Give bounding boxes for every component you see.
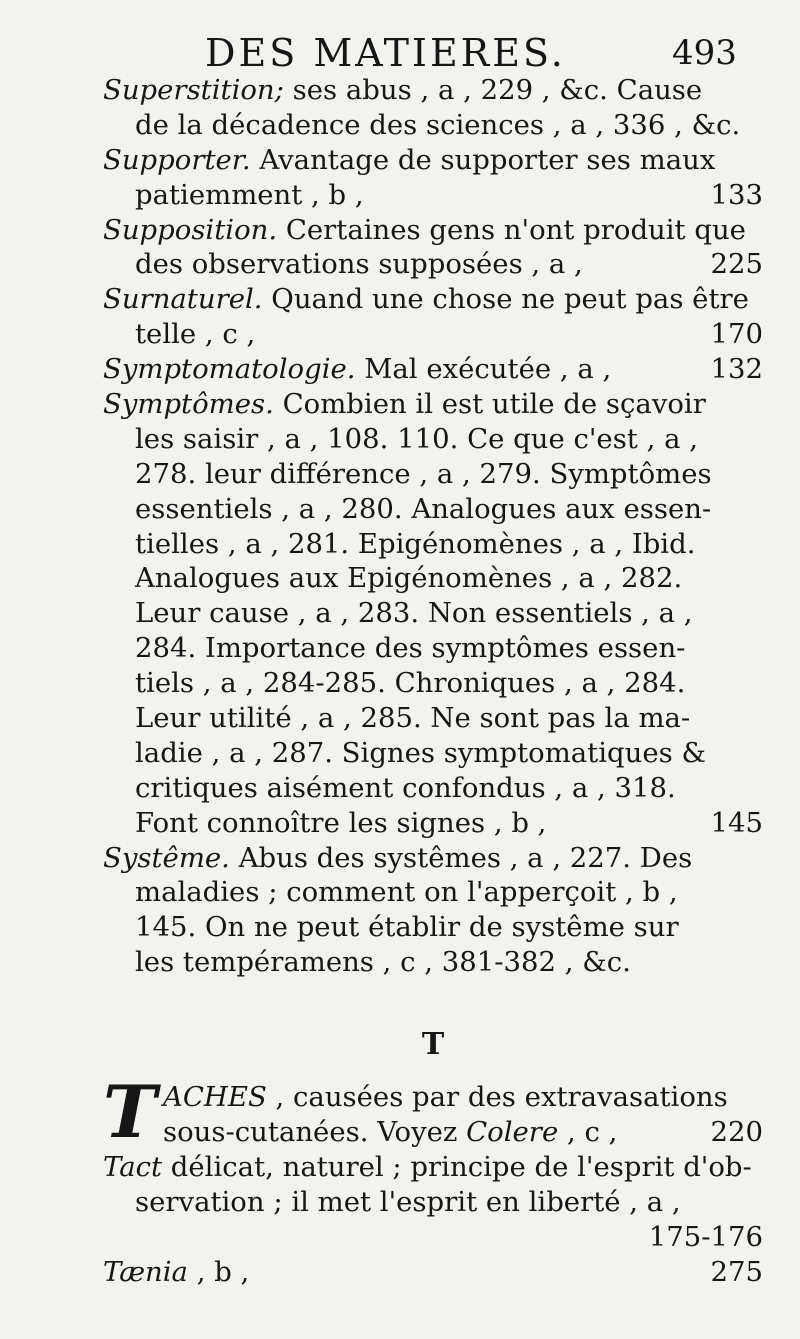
section-letter: T <box>421 1027 445 1063</box>
page-reference: 220 <box>710 1116 763 1149</box>
entry-headword: Tænia <box>103 1255 188 1288</box>
entry-text: Certaines gens n'ont produit que <box>277 213 746 246</box>
entry-headword: Symptomatologie. <box>103 353 356 386</box>
index-entry <box>103 387 763 841</box>
entry-text: 278. leur différence , a , 279. Symptômes <box>135 457 712 490</box>
entry-line <box>103 875 763 910</box>
entry-headword: ACHES <box>163 1081 267 1114</box>
entry-text: , c , <box>558 1116 618 1149</box>
entry-line <box>103 736 763 771</box>
entry-text: Analogues aux Epigénomènes , a , 282. <box>135 562 683 595</box>
entry-line <box>103 178 763 213</box>
entry-text: sous-cutanées. Voyez <box>163 1116 467 1149</box>
entry-text: 145. On ne peut établir de systême sur <box>135 911 679 944</box>
entry-text: critiques aisément confondus , a , 318. <box>135 771 676 804</box>
entry-line <box>103 596 763 631</box>
index-entry-tact <box>103 1150 763 1255</box>
index-entry-taches <box>103 1069 763 1155</box>
entry-line <box>103 492 763 527</box>
index-entry <box>103 841 763 981</box>
entry-text: Mal exécutée , a , <box>355 353 612 386</box>
page-reference: 175-176 <box>648 1220 763 1253</box>
entry-line <box>103 631 763 666</box>
page-reference: 275 <box>710 1255 763 1288</box>
entry-line <box>103 457 763 492</box>
entry-text: 284. Importance des symptômes essen- <box>135 632 686 665</box>
running-title: DES MATIERES. <box>205 31 566 75</box>
entry-line <box>103 806 763 841</box>
page-number: 493 <box>672 33 737 73</box>
drop-cap: T <box>103 1069 157 1155</box>
entry-line <box>103 1185 763 1220</box>
entry-line <box>103 561 763 596</box>
entry-line <box>103 143 763 178</box>
entry-line <box>103 387 763 422</box>
entry-text: servation ; il met l'esprit en liberté , a , <box>135 1185 681 1218</box>
entry-text: Combien il est utile de sçavoir <box>273 388 706 421</box>
index-entry <box>103 143 763 213</box>
page-reference: 145 <box>710 806 763 839</box>
entry-text: Leur utilité , a , 285. Ne sont pas la ma- <box>135 702 691 735</box>
entry-text: Leur cause , a , 283. Non essentiels , a , <box>135 597 693 630</box>
entry-text: tiels , a , 284-285. Chroniques , a , 284. <box>135 667 686 700</box>
entry-line <box>103 841 763 876</box>
entry-headword: Supporter. <box>103 143 251 176</box>
entry-line <box>103 1115 763 1150</box>
entry-text: tielles , a , 281. Epigénomènes , a , Ibid. <box>135 527 696 560</box>
entry-line <box>103 701 763 736</box>
entry-text: Avantage de supporter ses maux <box>250 143 716 176</box>
entry-text: de la décadence des sciences , a , 336 , &c. <box>135 108 741 141</box>
entry-line <box>103 1220 763 1255</box>
entry-text: patiemment , b , <box>135 178 364 211</box>
entry-line <box>103 945 763 980</box>
entry-text: telle , c , <box>135 318 256 351</box>
entry-text: les tempéramens , c , 381-382 , &c. <box>135 946 631 979</box>
entry-text: des observations supposées , a , <box>135 248 583 281</box>
entry-line <box>103 1080 763 1115</box>
entry-line <box>103 73 763 108</box>
entry-line <box>103 910 763 945</box>
entry-text: ses abus , a , 229 , &c. Cause <box>283 74 703 106</box>
entry-headword: Symptômes. <box>103 388 274 421</box>
entry-text: , causées par des extravasations <box>266 1081 728 1114</box>
entry-headword: Tact <box>103 1150 163 1183</box>
entry-headword: Supposition. <box>103 213 278 246</box>
entry-text: essentiels , a , 280. Analogues aux essen- <box>135 492 712 525</box>
index-entry <box>103 213 763 283</box>
cross-reference: Colere <box>466 1116 559 1149</box>
index-entries <box>103 73 763 1290</box>
entry-line <box>103 666 763 701</box>
index-entry <box>103 73 763 143</box>
entry-line <box>103 1255 763 1290</box>
entry-line <box>103 213 763 248</box>
entry-headword: Surnaturel. <box>103 283 263 316</box>
entry-text: Quand une chose ne peut pas être <box>262 283 749 316</box>
entry-line <box>103 352 763 387</box>
entry-headword: Systême. <box>103 841 230 874</box>
index-entry <box>103 352 763 387</box>
entry-line <box>103 317 763 352</box>
entry-line <box>103 422 763 457</box>
entry-line <box>103 282 763 317</box>
entry-text: , b , <box>187 1255 250 1288</box>
entry-text: Abus des systêmes , a , 227. Des <box>229 841 693 874</box>
page-reference: 170 <box>710 318 763 351</box>
page-reference: 133 <box>710 178 763 211</box>
entry-headword: Superstition; <box>103 74 284 106</box>
entry-text: Font connoître les signes , b , <box>135 806 547 839</box>
entry-line <box>103 108 763 143</box>
page-reference: 225 <box>710 248 763 281</box>
entry-text: ladie , a , 287. Signes symptomatiques & <box>135 736 706 769</box>
entry-text: maladies ; comment on l'apperçoit , b , <box>135 876 678 909</box>
index-entry <box>103 282 763 352</box>
index-entry-taenia <box>103 1255 763 1290</box>
entry-line <box>103 771 763 806</box>
page-reference: 132 <box>710 353 763 386</box>
entry-line <box>103 527 763 562</box>
entry-text: les saisir , a , 108. 110. Ce que c'est , a , <box>135 422 698 455</box>
entry-line <box>103 247 763 282</box>
entry-text: délicat, naturel ; principe de l'esprit d'ob- <box>162 1150 752 1183</box>
entry-line <box>103 1150 763 1185</box>
